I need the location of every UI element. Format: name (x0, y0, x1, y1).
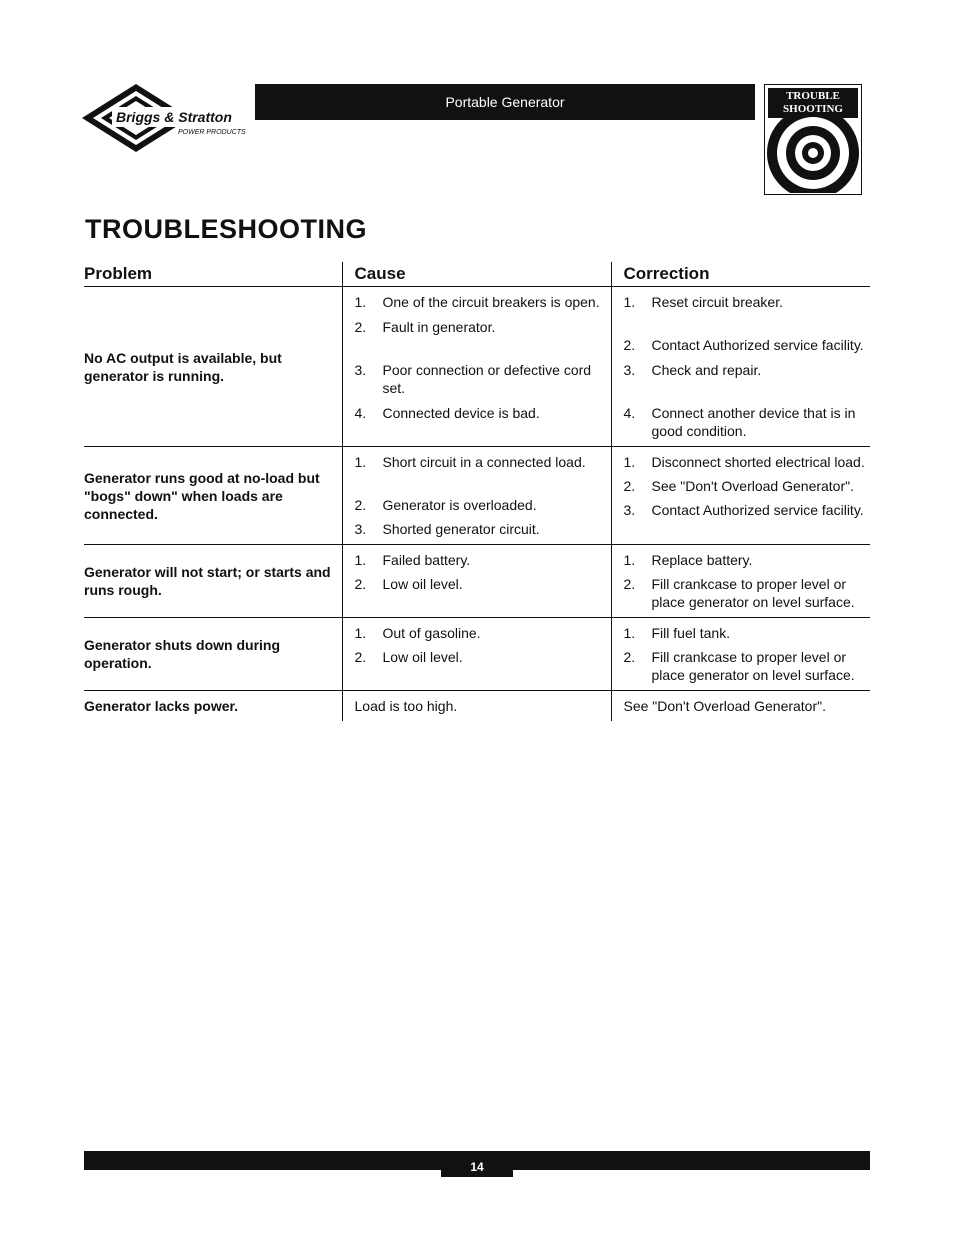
brand-subtitle: POWER PRODUCTS (178, 129, 246, 136)
item-text: Low oil level. (382, 649, 463, 665)
item-number: 2. (623, 478, 636, 494)
problem-cell: Generator will not start; or starts and runs rough. (84, 545, 342, 618)
cause-cell (342, 447, 611, 545)
correction-cell (611, 618, 870, 691)
item-number: 2. (354, 497, 367, 513)
cause-item (355, 520, 607, 538)
table-row (84, 618, 870, 691)
correction-item (624, 551, 867, 569)
correction-cell (611, 545, 870, 618)
page-title: TROUBLESHOOTING (85, 214, 367, 244)
cause-item (355, 293, 607, 311)
item-number: 2. (354, 649, 367, 665)
cause-item (355, 575, 607, 593)
cause-item (355, 318, 607, 336)
correction-item (624, 361, 867, 379)
item-number: 3. (623, 502, 636, 518)
correction-cell (611, 447, 870, 545)
column-header-cause: Cause (342, 262, 611, 287)
correction-item (624, 293, 867, 311)
item-text: Fill crankcase to proper level or place generator on level surface. (651, 649, 855, 683)
problem-cell: Generator shuts down during operation. (84, 618, 342, 691)
item-text: Generator is overloaded. (382, 497, 537, 513)
correction-item (624, 404, 867, 440)
item-text: Connected device is bad. (382, 405, 540, 421)
item-number: 1. (623, 552, 636, 568)
table-row (84, 287, 870, 447)
table-row (84, 691, 870, 722)
item-number: 1. (623, 294, 636, 310)
problem-cell: Generator runs good at no-load but "bogs" down" when loads are connected. (84, 447, 342, 545)
item-text: Poor connection or defective cord set. (382, 362, 592, 396)
correction-item (624, 336, 867, 354)
item-number: 2. (623, 337, 636, 353)
column-header-problem: Problem (84, 262, 342, 287)
item-number: 1. (354, 552, 367, 568)
cause-item (355, 496, 607, 514)
item-text: Out of gasoline. (382, 625, 481, 641)
cause-item (355, 404, 607, 422)
item-number: 3. (354, 362, 367, 378)
item-text: Contact Authorized service facility. (651, 337, 864, 353)
cause-item (355, 551, 607, 569)
correction-item (624, 575, 867, 611)
cause-cell (342, 618, 611, 691)
item-text: Fill fuel tank. (651, 625, 731, 641)
badge-line-2: SHOOTING (783, 103, 843, 115)
cause-item (355, 624, 607, 642)
item-number: 2. (623, 649, 636, 665)
correction-item (624, 501, 867, 519)
item-text: One of the circuit breakers is open. (382, 294, 600, 310)
problem-cell: No AC output is available, but generator is running. (84, 287, 342, 447)
briggs-stratton-logo (82, 82, 254, 154)
table-header-row (84, 262, 870, 287)
correction-item (624, 648, 867, 684)
item-text: Disconnect shorted electrical load. (651, 454, 865, 470)
item-number: 4. (623, 405, 636, 421)
item-text: Shorted generator circuit. (382, 521, 540, 537)
item-text: Fault in generator. (382, 319, 496, 335)
item-number: 1. (623, 625, 636, 641)
product-name: Portable Generator (445, 94, 565, 110)
troubleshooting-badge (764, 84, 862, 195)
cause-cell (342, 545, 611, 618)
item-number: 1. (354, 294, 367, 310)
item-text: Low oil level. (382, 576, 463, 592)
header-bar (255, 84, 755, 120)
item-text: Fill crankcase to proper level or place generator on level surface. (651, 576, 855, 610)
correction-item (624, 453, 867, 471)
item-number: 3. (354, 521, 367, 537)
badge-label (768, 88, 858, 118)
cause-item (355, 453, 607, 471)
item-number: 2. (623, 576, 636, 592)
column-header-correction: Correction (611, 262, 870, 287)
page-number: 14 (441, 1151, 513, 1177)
item-number: 4. (354, 405, 367, 421)
item-number: 1. (623, 454, 636, 470)
item-number: 1. (354, 454, 367, 470)
table-row (84, 447, 870, 545)
cause-cell: Load is too high. (342, 691, 611, 722)
cause-cell (342, 287, 611, 447)
correction-item (624, 477, 867, 495)
table-row (84, 545, 870, 618)
correction-item (624, 624, 867, 642)
correction-cell: See "Don't Overload Generator". (611, 691, 870, 722)
item-number: 2. (354, 319, 367, 335)
item-text: Replace battery. (651, 552, 753, 568)
cause-item (355, 361, 607, 397)
item-number: 2. (354, 576, 367, 592)
item-number: 1. (354, 625, 367, 641)
item-text: Contact Authorized service facility. (651, 502, 864, 518)
target-icon (766, 115, 860, 193)
item-number: 3. (623, 362, 636, 378)
item-text: Failed battery. (382, 552, 471, 568)
item-text: Connect another device that is in good condition. (651, 405, 856, 439)
item-text: Reset circuit breaker. (651, 294, 783, 310)
item-text: See "Don't Overload Generator". (651, 478, 854, 494)
problem-cell: Generator lacks power. (84, 698, 239, 714)
troubleshooting-table (84, 262, 870, 721)
brand-name: Briggs & Stratton (116, 109, 232, 125)
correction-cell (611, 287, 870, 447)
badge-line-1: TROUBLE (786, 90, 840, 102)
item-text: Short circuit in a connected load. (382, 454, 586, 470)
item-text: Check and repair. (651, 362, 762, 378)
cause-item (355, 648, 607, 666)
